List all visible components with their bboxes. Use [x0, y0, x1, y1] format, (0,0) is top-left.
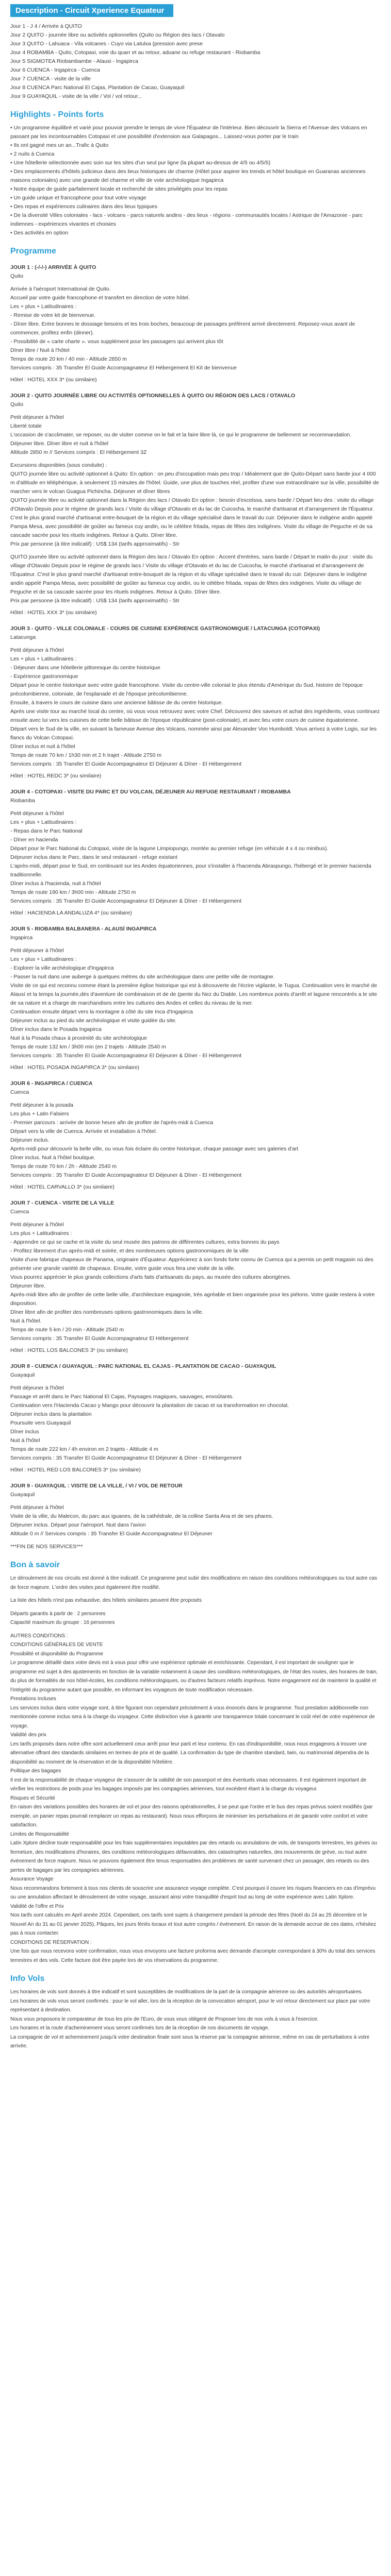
info-spacer	[10, 1628, 381, 1632]
day-line: Nuit à l'hôtel	[10, 1437, 40, 1444]
day-block	[10, 392, 381, 617]
intro-line: Jour 7 CUENCA - visite de la ville	[10, 76, 91, 82]
day-line: - Déjeuner dans une hôtellerie pittoresque du centre historique	[10, 665, 160, 671]
info-line: Validité de l'offre et Prix	[10, 1903, 64, 1909]
day-line: Continuation ensuite départ vers la montagne à côté du site Inca d'Ingapirca	[10, 1009, 193, 1015]
day-line: Dîner libre / Nuit à l'hôtel	[10, 347, 70, 353]
info-vols-body	[10, 1988, 381, 2051]
day-line: Déjeuner inclus dans le Parc, dans le seul restaurant - refuge existant	[10, 854, 177, 860]
day-line: Départ pour le centre historique avec votre guide francophone. Visite du centre-ville colonial le plus étendu d'Amérique du Sud, histoire de l'époque précolombienne, coloniale, de l'esplanade et de l'époque précolombienne.	[10, 682, 363, 697]
day-line: - Premier parcours : arrivée de bonne heure afin de profiter de l'après-midi à Cuenca	[10, 1120, 214, 1126]
day-block	[10, 624, 381, 781]
intro-line: Jour 8 CUENCA Parc National El Cajas, Plantation de Cacao, Guayaquil	[10, 84, 185, 91]
day-hotel: Hôtel : HOTEL LOS BALCONES 3* (ou similaire)	[10, 1347, 128, 1353]
day-line: QUITO journée libre ou activité optionnel à Quito: En option : on peu d'occupation mais peu trop / Idéalement que de Quito-Départ sans barde jour 4 000 m d'altitude en téléphérique, à seulement 15 minutes de l'hôtel. Guide, une plus de touches réel, profiter d'une vue extraordinaire sur la ville, possibilité de marcher vers le volcan Guagua Pichincha. Déjeuner et dîner libres	[10, 471, 379, 495]
day-line: Cuenca	[10, 1089, 29, 1095]
day-line: Temps de route 222 km / 4h environ en 2 trajets - Altitude 4 m	[10, 1446, 158, 1452]
day-line: - Profitez librement d'un après-midi et soirée, et des nombreuses options gastronomiques de la ville	[10, 1248, 249, 1254]
day-line: Temps de route 5 km / 20 min - Altitude 2540 m	[10, 1327, 124, 1333]
day-spacer	[10, 281, 381, 285]
info-line: Le déroulement de nos circuits est donné à titre indicatif. Ce programme peut subir des modifications en raison des conditions météorologiques ou tout autre cas de force majeure. L'ordre des visites peut également être modifié.	[10, 1575, 379, 1590]
highlight-item: • Ils ont gagné mes un an...Trafic à Quito	[10, 141, 381, 150]
bon-a-savoir-title: Bon à savoir	[10, 1561, 60, 1569]
day-line: Riobamba	[10, 798, 35, 804]
highlight-item: • 2 nuits à Cuenca	[10, 150, 381, 159]
day-line: Départ pour le Parc National du Cotopaxi, visite de la lagune Limpiopungo, montée au premier refuge (en véhicule 4 x 4 ou minibus).	[10, 845, 329, 852]
day-line: Passage et arrêt dans le Parc National El Cajas, Paysages magiques, sauvages, envoûtants.	[10, 1394, 234, 1400]
page-title-banner: Description - Circuit Xperience Equateur	[10, 4, 173, 17]
day-line: - Passer la nuit dans une auberge à quelques mètres du site archéologique dans une petite ville de montagne.	[10, 974, 275, 980]
day-line: Ensuite, à travers le cours de cuisine dans une ancienne bâtisse de du centre historique.	[10, 700, 223, 706]
day-hotel: Hôtel : HOTEL RED LOS BALCONES 3* (ou similaire)	[10, 1467, 141, 1473]
day-line: - Expérience gastronomique	[10, 673, 78, 680]
day-hotel: Hôtel : HOTEL XXX 3* (ou similaire)	[10, 377, 97, 383]
info-line: CONDITIONS DE RÉSERVATION :	[10, 1939, 92, 1945]
highlight-item: • Un programme équilibré et varié pour pouvoir prendre le temps de vivre l'Équateur de l'intérieur. Bien découvrir la Sierra et l'Avenue des Volcans en passant par les incontournables Cotopaxi et une possibilité d'extension aux Galapagos... Laissez-vous porter par le train	[10, 124, 381, 141]
day-title: JOUR 3 - QUITO - VILLE COLONIALE - COURS DE CUISINE EXPÉRIENCE GASTRONOMIQUE / LATACUNGA (COTOPAXI)	[10, 625, 320, 632]
day-spacer	[10, 805, 381, 809]
day-line: Temps de route 70 km / 1h30 min et 2 h trajet - Altitude 2750 m	[10, 752, 161, 758]
day-line: Ingapirca	[10, 935, 33, 941]
day-line: Services compris : 35 Transfer El Guide Accompagnateur El Déjeuner & Dîner - El Hébergement	[10, 898, 242, 904]
info-line: La liste des hôtels n'est pas exhaustive, des hôtels similaires peuvent être proposés	[10, 1598, 202, 1603]
info-spacer	[10, 1605, 381, 1609]
day-line: Petit déjeuner à l'hôtel	[10, 1504, 64, 1511]
day-line: Petit déjeuner à la posada	[10, 1102, 74, 1108]
day-line: Latacunga	[10, 634, 36, 640]
info-line: Nous recommandons fortement à tous nos clients de souscrire une assurance voyage complète. C'est pourquoi il couvre les risques financiers en cas d'imprévu ou une annulation affectant le déroulement de votre voyage, assurant ainsi votre tranquillité d'esprit tout au long de votre expérience avec Latin Xplore.	[10, 1885, 377, 1900]
day-line: Les + plus + Latitudinaires :	[10, 819, 77, 825]
bon-a-savoir-body	[10, 1574, 381, 1965]
day-spacer	[10, 1097, 381, 1101]
day-title: JOUR 9 - GUAYAQUIL : VISITE DE LA VILLE, / VI / VOL DE RETOUR	[10, 1483, 183, 1489]
day-line: Déjeuner libre.	[10, 1283, 46, 1289]
day-hotel: Hôtel : HOTEL REDC 3* (ou similaire)	[10, 773, 102, 779]
day-line: Petit déjeuner à l'hôtel	[10, 1385, 64, 1391]
day-line: L'après-midi, départ pour le Sud, en continuant sur les Andes équatoriennes, pour s'installer à l'hacienda Abraspungo, l'hébergé et le premier hacienda traditionnelle.	[10, 863, 371, 878]
day-line: ***FIN DE NOS SERVICES***	[10, 1544, 83, 1550]
day-line: Départ vers le Sud de la ville, en suivant la fameuse Avenue des Volcans, nommée ainsi par Alexander Von Humboldt. Vous arrivez à votre Logis, sur les flancs du Volcan Cotopaxi.	[10, 726, 377, 741]
info-line: Assurance Voyage	[10, 1876, 54, 1882]
intro-line: Jour 3 QUITO - Lahuaca - Vila volcanes - Cuyo via Latulxa (pression avec prese	[10, 41, 203, 47]
intro-line: Jour 6 CUENCA - Ingapirca - Cuenca	[10, 67, 100, 73]
programme-title: Programme	[10, 247, 56, 256]
vols-line: La compagnie de vol et acheminement jusqu'à votre destination finale sont sous la réserve par la compagnie aérienne, même en cas de perturbations à votre arrivée.	[10, 2034, 371, 2049]
day-title: JOUR 7 - CUENCA - VISITE DE LA VILLE	[10, 1200, 115, 1206]
day-line: L'occasion de s'acclimater, se reposer, ou de visiter comme on le fait et la faire libre là, ce qui le programme de bellement se recommandation.	[10, 432, 352, 438]
info-line: Les services inclus dans votre voyage sont, à titre figurant non cependant précisément à vous énoncés dans le programme. Tout prestation additionnelle non mentionnée comme inclus sera à la charge du voyageur. Cette distinction vise à garantir une transparence totale concernant le coût réel de votre expérience de voyage.	[10, 1705, 377, 1729]
day-line: Nuit à la Posada chaux à proximité du site archéologique	[10, 1035, 147, 1041]
day-line: Excursions disponibles (sous conduite) :	[10, 462, 107, 468]
day-line: Déjeuner inclus au pied du site archéologique et visite guidée du site.	[10, 1018, 177, 1024]
vols-line: Les horaires et la route d'acheminement vous seront confirmés lors de la réception de nos documents de voyage.	[10, 2025, 270, 2031]
day-line: Les + plus + Latitudinaires :	[10, 303, 77, 310]
day-line: - Possibilité de « carte charte ». vous supplément pour les passagers qui arrivent plus tôt	[10, 338, 223, 345]
day-line: Temps de route 132 km / 3h00 min (en 2 trajets - Altitude 2540 m	[10, 1044, 166, 1050]
info-line: Départs garantis à partir de : 2 personnes	[10, 1611, 106, 1617]
info-line: En raison des variations possibles des horaires de vol et pour des raisons opérationnelles, il se peut que l'ordre et le bus des repas prévus soient modifiés (par exemple, un panier repas pourrait remplacer un repas au restaurant). Nous nous efforçons de minimiser les perturbations et de garantir votre confort et votre satisfaction.	[10, 1804, 374, 1828]
intro-line: Jour 5 SIGMOTEA Riobambambe - Alausi - Ingapirca	[10, 58, 139, 64]
day-line: Nuit à l'hôtel.	[10, 1318, 42, 1324]
day-spacer	[10, 1538, 381, 1543]
info-line: Limites de Responsabilité	[10, 1831, 69, 1837]
info-spacer	[10, 1592, 381, 1596]
day-spacer	[10, 942, 381, 946]
day-line: - Repas dans le Parc National	[10, 828, 83, 834]
day-line: Guayaquil	[10, 1372, 35, 1378]
intro-line: Jour 9 GUAYAQUIL - visite de la ville / Vol / vol retour...	[10, 93, 142, 99]
day-hotel: Hôtel : HACIENDA LA ANDALUZA 4* (ou similaire)	[10, 910, 132, 916]
day-block	[10, 925, 381, 1072]
day-line: Dîner inclus à l'hacienda, nuit à l'hôtel	[10, 880, 101, 887]
day-line: Services compris : 35 Transfer El Guide Accompagnateur El Hébergement	[10, 1335, 189, 1342]
highlight-item: • Un guide unique et francophone pour tout votre voyage	[10, 194, 381, 202]
day-block	[10, 1362, 381, 1475]
day-hotel: Hôtel : HOTEL CARVALLO 3* (ou similaire)	[10, 1184, 115, 1190]
day-line: Les + plus + Latitudinaires :	[10, 956, 77, 962]
day-line: Dîner inclus	[10, 1429, 39, 1435]
day-line: Les plus + Latitudinaires :	[10, 1230, 72, 1236]
info-line: Il est de la responsabilité de chaque voyageur de s'assurer de la validité de son passeport et des éventuels visas nécessaires. Il est également important de vérifier les restrictions de poids pour les bagages imposés par les compagnies aériennes, tout excédent étant à la charge du voyageur.	[10, 1777, 368, 1792]
info-line: Risques et Sécurité	[10, 1795, 55, 1801]
day-title: JOUR 2 - QUITO JOURNÉE LIBRE OU ACTIVITÉS OPTIONNELLES À QUITO OU RÉGION DES LACS / OTAVALO	[10, 393, 296, 399]
day-line: Continuation vers l'Hacienda Cacao y Mango pour découvrir la plantation de cacao et sa transformation en chocolat.	[10, 1402, 289, 1409]
day-line: Guayaquil	[10, 1492, 35, 1498]
day-line: Altitude 2850 m // Services compris : El Hébergement 3Z	[10, 449, 147, 455]
day-line: Après-midi libre afin de profiter de cette belle ville, d'architecture espagnole, très agréable et bien organisée pour les piétons. Votre guide restera à votre disposition.	[10, 1292, 375, 1307]
info-line: Validité des prix	[10, 1732, 46, 1738]
vols-line: Les horaires de vols sont donnés à titre indicatif et sont susceptibles de modifications de la part de la compagnie aérienne ou des autorités aéroportuaires.	[10, 1989, 363, 1995]
day-hotel: Hôtel : HOTEL XXX 3* (ou similaire)	[10, 609, 97, 616]
day-line: Après-midi pour découvrir la belle ville, ou vous fois éclaire du centre historique, chaque passage avec ses galeries d'art	[10, 1146, 299, 1152]
info-line: AUTRES CONDITIONS :	[10, 1633, 68, 1639]
day-hotel: Hôtel : HOTEL POSADA INGAPIRCA 3* (ou similaire)	[10, 1064, 139, 1071]
day-line: Dîner inclus. Nuit à l'hôtel boutique.	[10, 1155, 95, 1161]
highlight-item: • Une hôtellerie sélectionnée avec soin sur les sites d'un seul pur ligne (la plupart au-dessus de 4/5 ou 4/5/5)	[10, 159, 381, 167]
day-line: Déjeuner inclus. Départ pour l'aéroport. Nuit dans l'avion	[10, 1522, 146, 1528]
day-line: - Remise de votre kit de bienvenue.	[10, 312, 96, 318]
info-line: Politique des bagages	[10, 1768, 61, 1774]
day-line: Quito	[10, 273, 24, 279]
day-spacer	[10, 549, 381, 553]
day-line: Services compris : 35 Transfer El Guide Accompagnateur El Déjeuner & Dîner - El Hébergement	[10, 761, 242, 767]
day-line: QUITO journée libre ou activité optionnel dans la Région des lacs / Otavalo En option : besoin d'excelssa, sans barde / Départ lieu des : visite du village d'Otavalo Depuis pour le régime de grands lacs / Visite du village d'Otavalo et du lac de Cuicocha, le marché d'artisanat et d'arrangement de l'Équateur. C'est le plus grand marché d'artisanat entre-bouquet de la région et du village spécialisé dans le travail du cuir. Déjeuner dans le indigène andin appelé Pampa Mesa, avec possibilité de goûter au fameux cuy andin, ou le célèbre fritada, repas de fêtes des indigènes. Visite du village de Peguche et de sa cascade sacrée pour les rituels indigènes. Retour à Quito. Dîner libre.	[10, 497, 374, 538]
day-line: Temps de route 190 km / 3h00 min - Altitude 2750 m	[10, 889, 136, 895]
day-line: Liberté totale	[10, 423, 42, 429]
day-block	[10, 1199, 381, 1355]
day-line: Altitude 0 m // Services compris : 35 Transfer El Guide Accompagnateur El Déjeuner	[10, 1531, 213, 1537]
intro-line: Jour 2 QUITO - journée libre ou activités optionnelles (Quito ou Région des lacs / Otavalo	[10, 32, 225, 38]
day-title: JOUR 5 - RIOBAMBA BALBANERA - ALAUSÍ INGAPIRCA	[10, 926, 157, 932]
highlight-item: • Des emplacements d'hôtels judicieux dans des lieux historiques de charme (Hôtel pour aspirer les trends et hôtel boutique en Guaranas anciennes maisons coloniales) avec une grande del charme et ville de vote archéologique Ingapirca	[10, 167, 381, 185]
day-line: Prix par personne (à titre indicatif) : US$ 134 (tarifs approximatifs) - Str	[10, 598, 180, 604]
programme-days	[10, 263, 381, 1551]
info-line: CONDITIONS GÉNÉRALES DE VENTE	[10, 1642, 103, 1648]
vols-line: Les horaires de vols vous seront confirmés : pour le vol aller, lors de la réception de la convocation aéroport, pour le vol retour directement sur place par votre représentant à destination.	[10, 1998, 372, 2013]
day-spacer	[10, 1499, 381, 1503]
day-line: Services compris : 35 Transfer El Guide Accompagnateur El Hébergement El Kit de bienvenue	[10, 365, 237, 371]
info-line: Le programme détaillé dans votre devis est à vous pour offrir une expérience optimale et enrichissante. Cependant, il est important de souligner que le programme est sujet à des ajustements en fonction de la variable notamment à cause des conditions météorologiques, de l'état des routes, des horaires de train, du plus de formalités de nos hôtel-écoles, les conditions météorologiques, ou d'autres facteurs relatifs imprévus. Notre engagement est de maintenir la qualité et l'intégrité du programme autant que possible, en informant les voyageurs de toute modification nécessaire.	[10, 1660, 380, 1693]
day-block	[10, 788, 381, 918]
day-line: Dîner libre afin de profiter des nombreuses options gastronomiques dans la ville.	[10, 1309, 204, 1315]
info-line: Capacité maximum du groupe : 16 personnes	[10, 1620, 115, 1625]
info-line: Prestations incluses	[10, 1696, 56, 1702]
day-line: Petit déjeuner à l'hôtel	[10, 1222, 64, 1228]
day-line: Services compris : 35 Transfer El Guide Accompagnateur El Déjeuner & Dîner - El Hébergement	[10, 1172, 242, 1178]
day-spacer	[10, 642, 381, 646]
day-line: Accueil par votre guide francophone et transfert en direction de votre hôtel.	[10, 295, 190, 301]
day-spacer	[10, 1380, 381, 1384]
day-line: Déjeuner inclus dans la plantation	[10, 1411, 92, 1417]
day-line: Poursuite vers Guayaquil	[10, 1420, 71, 1426]
day-line: Visite d'une fabrique chapeaux de Panama, originaire d'Équateur. Apprécierez à son fonds forte connu de Cuenca qui a permis un petit magasin où des présente une grande variété de chapeaux. Ensuite, votre guide vous fera une visite de la ville.	[10, 1257, 373, 1272]
day-line: Dîner inclus et nuit à l'hôtel	[10, 743, 75, 750]
info-line: Les tarifs proposés dans notre offre sont actuellement ceux arrêt pour leur parti et leur contenu. En cas d'indisponibilité, nous nous engageons à trouver une alternative offrant des standards similaires en termes de prix et de qualité. La confirmation du type de chambre standard, twin, ou matrimonial dépendra de la disponibilité au moment de la réservation et de la disponibilité hôtelière.	[10, 1741, 370, 1765]
day-line: - Explorer la ville archéologique d'Ingapirca	[10, 965, 114, 971]
day-line: Visite de ce qui est reconnu comme étant la première église historique qui est à découverte de l'écrire vigilante, le Tugua. Continuation vers le marché de Alausí et la temps la journée,dès d'aventure de combinaison et de de (pente du Nez du Diable. Les nombreux points d'arrêt et lagune rencontrés a le site de sa nature et a charge de marchandises entre les cultures des Andes et celles du niveau de la mer.	[10, 982, 377, 1006]
day-line: - Apprendre ce qui se cache et la visite du seul musée des patrons de différentes cultures, extra bonnes du pays	[10, 1239, 280, 1245]
day-line: Prix par personne (à titre indicatif) : US$ 134 (tarifs approximatifs) - Str	[10, 541, 180, 547]
day-line: QUITO journée libre ou activité optionnel dans la Région des lacs / Otavalo En option : Accent d'entrées, sans barde / Départ le matin du jour : visite du village d'Otavalo Depuis pour le régime de grands lacs / Visite du village d'Otavalo et du lac de Cuicocha, le marché d'artisanat et d'arrangement de l'Équateur. C'est le plus grand marché d'artisanat entre-bouquet de la région et du village spécialisé dans le travail du cuir. Déjeuner dans le indigène andin appelé Pampa Mesa, avec possibilité de goûter au fameux cuy andin, ou le célèbre fritada, repas de fêtes des indigènes. Visite du village de Peguche et de sa cascade sacrée pour les rituels indigènes. Retour à Quito. Dîner libre.	[10, 554, 373, 595]
info-vols-title: Info Vols	[10, 1974, 45, 1983]
day-title: JOUR 6 - INGAPIRCA / CUENCA	[10, 1080, 93, 1087]
intro-line: Jour 1 - J 4 / Arrivée à QUITO	[10, 23, 82, 29]
day-line: Petit déjeuner à l'hôtel	[10, 414, 64, 420]
day-line: Temps de route 20 km / 40 min - Altitude 2850 m	[10, 356, 127, 362]
day-line: Petit déjeuner à l'hôtel	[10, 947, 64, 954]
day-line: Déjeuner libre. Dîner libre et nuit à l'hôtel	[10, 440, 108, 447]
day-line: Temps de route 70 km / 2h - Altitude 2540 m	[10, 1163, 117, 1170]
highlight-item: • Notre équipe de guide parfaitement locale et recherché de sites privilégiés pour les repas	[10, 185, 381, 194]
highlight-item: • Des activités en option	[10, 229, 381, 238]
day-spacer	[10, 409, 381, 413]
day-line: Déjeuner inclus.	[10, 1137, 50, 1143]
highlight-item: • Des repas et expériences culinaires dans des lieux typiques	[10, 202, 381, 211]
day-line: Les plus + Latin Falsiers	[10, 1111, 69, 1117]
highlights-title: Highlights - Points forts	[10, 110, 104, 119]
intro-summary	[10, 22, 381, 101]
highlight-item: • De la diversité Villes coloniales - lacs - volcans - parcs naturels andins - des lieux - régions - communautés locales / Astrique de l'Amazonie - parc indiennes - expériences vivantes et choisies	[10, 211, 381, 229]
day-line: Départ vers la ville de Cuenca. Arrivée et installation à l'hôtel.	[10, 1128, 157, 1134]
day-block	[10, 1482, 381, 1551]
day-line: Quito	[10, 401, 24, 408]
day-line: Visite de la ville, du Malecon, du parc aux iguanes, de la cathédrale, de la colline Santa Ana et de ses phares.	[10, 1513, 273, 1519]
day-line: Les + plus + Latitudinaires :	[10, 656, 77, 662]
highlights-list	[10, 124, 381, 238]
day-title: JOUR 4 - COTOPAXI - VISITE DU PARC ET DU VOLCAN, DÉJEUNER AU REFUGE RESTAURANT / RIOBAMBA	[10, 789, 291, 795]
day-line: - Dîner en hacienda	[10, 837, 58, 843]
day-line: Petit déjeuner à l'hôtel	[10, 647, 64, 653]
day-spacer	[10, 1216, 381, 1221]
day-line: Après une visite tour au marché local du centre, où vous vous retrouvez avec votre Chef. Découvrez des saveurs et achat des ingrédients, vous continuez ensuite avec lui vers les cuisines de cette belle bâtisse de l'époque républicaine (post-coloniale), et avec lieu votre cours de cuisine équatorienne.	[10, 708, 380, 723]
day-block	[10, 1079, 381, 1192]
day-line: Services compris : 35 Transfer El Guide Accompagnateur El Déjeuner & Dîner - El Hébergement	[10, 1455, 242, 1461]
day-line: Arrivée à l'aéroport International de Quito.	[10, 286, 111, 292]
day-title: JOUR 1 : (-/-/-) ARRIVÉE À QUITO	[10, 264, 96, 270]
day-line: Petit déjeuner à l'hôtel	[10, 810, 64, 817]
day-block	[10, 263, 381, 384]
intro-line: Jour 4 ROBAMBA - Quito, Cotopaxi, voie du quarr et au retour, aduane ou refuge restaurant - Riobamba	[10, 49, 260, 56]
day-title: JOUR 8 - CUENCA / GUAYAQUIL : PARC NATIONAL EL CAJAS - PLANTATION DE CACAO - GUAYAQUIL	[10, 1363, 276, 1369]
info-line: Nos tarifs sont calculés en April année 2024. Cependant, ces tarifs sont sujets à changement pendant la période des fêtes (Noël du 24 au 25 décembre et le Nouvel An du 31 au 01 janvier 2025), Pâques, les jours fériés locaux et tout autre congrès / événement. En raison de la demande accrue de ces dates, n'hésitez pas à nous contacter.	[10, 1912, 378, 1936]
info-line: Possibilité et disponibilité du Programme	[10, 1651, 104, 1657]
day-line: - Dîner libre. Entre bonnes le dossiage besoins et les trois boches, beaucoup de passages préférent arrivé directement. Reposez-vous avant de commencer, profitez enfin (dinner).	[10, 321, 355, 336]
info-line: Latin Xplore décline toute responsabilité pour les frais supplémentaires imputables par des retards ou annulations de vols, de transports terrestres, les grèves ou fermeture, des modifications d'horaires, des conditions météorologiques défavorables, des catastrophes naturelles, des mouvements de grève, ou tout autre événement de force majeure. Nous ne pouvons également être tenus responsables des problèmes de santé survenant chez un passager, des retards ou des pertes de bagages par les compagnies aériennes.	[10, 1840, 379, 1873]
day-line: Cuenca	[10, 1209, 29, 1215]
vols-line: Nous vous proposons le comparateur de tous les prix de l'Euro, de vous vous obligent de Proposer lors de nos vols à vous à l'exercice.	[10, 2016, 319, 2022]
info-line: Une fois que nous recevons votre confirmation, nous vous envoyons une facture proforma avec demande d'acompte correspondant à 30% du total des services terrestres et des vols. Cette facture doit être payée lors de vos réservations du programme.	[10, 1948, 377, 1963]
day-line: Services compris : 35 Transfer El Guide Accompagnateur El Déjeuner & Dîner - El Hébergement	[10, 1053, 242, 1059]
day-line: Vous pourrez apprécier le plus grands collections d'arts faits d'artisanats du pays, au musée des cultures aborigènes.	[10, 1274, 291, 1280]
day-line: Dîner inclus dans le Posada Ingapirca	[10, 1026, 102, 1032]
day-spacer	[10, 457, 381, 461]
